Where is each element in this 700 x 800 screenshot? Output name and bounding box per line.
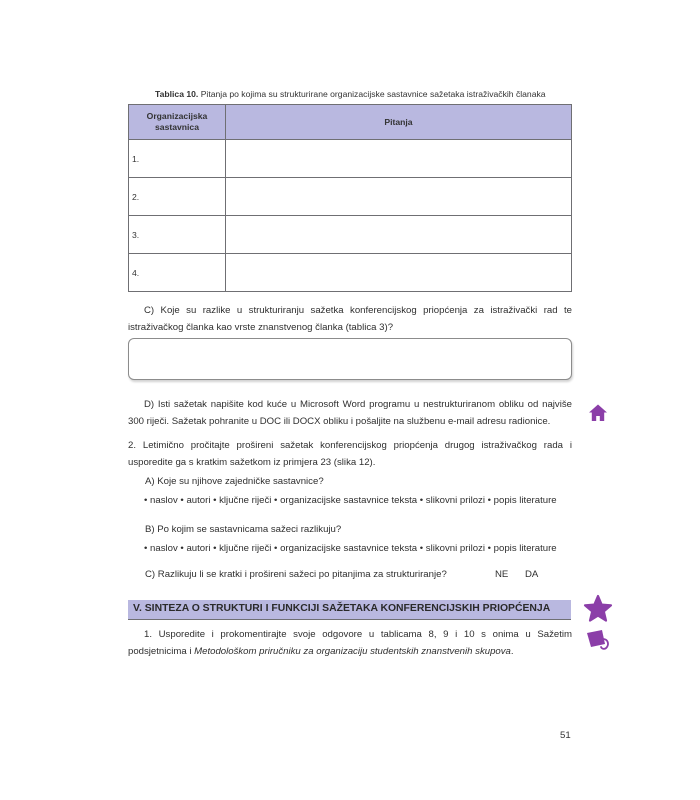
row-number: 3. [129,216,226,254]
table-caption [155,89,575,99]
options-list-b: • naslov • autori • ključne riječi • organizacijske sastavnice teksta • slikovni prilozi • popis literature [144,543,557,554]
question-2b: B) Po kojim se sastavnicama sažeci razlikuju? [145,524,342,535]
answer-cell[interactable] [226,140,572,178]
options-list-a: • naslov • autori • ključne riječi • organizacijske sastavnice teksta • slikovni prilozi • popis literature [144,495,557,506]
home-icon [588,403,608,423]
table-header-row [129,105,572,140]
page-number: 51 [560,730,571,741]
table-caption-text: Pitanja po kojima su strukturirane organizacijske sastavnice sažetaka istraživačkih članaka [198,89,546,99]
answer-no[interactable]: NE [495,569,509,580]
table-row [129,216,572,254]
questions-table [128,104,572,292]
question-2c: C) Razlikuju li se kratki i prošireni sažeci po pitanjima za strukturiranje? [145,569,447,580]
question-d-word-summary: D) Isti sažetak napišite kod kuće u Microsoft Word programu u nestrukturiranom obliku od najviše 300 riječi. Sažetak pohranite u DOC ili DOCX obliku i pošaljite na službenu e-mail adresu radionice. [128,399,572,427]
header-organizational-component: Organizacijska sastavnica [129,105,226,140]
synthesis-text-end: . [510,646,514,657]
task-2-compare: 2. Letimično pročitajte prošireni sažetak konferencijskog priopćenja drugog istraživačkog rada i usporedite ga s kratkim sažetkom iz primjera 23 (slika 12). [128,440,572,468]
synthesis-text: 1. Usporedite i prokomentirajte svoje odgovore u tablicama 8, 9 i 10 s onima u Sažetim podsjetnicima i [128,629,572,657]
table-row [129,178,572,216]
bag-icon [583,627,611,653]
answer-cell[interactable] [226,216,572,254]
section-header-bar [128,600,571,620]
question-c-differences: C) Koje su razlike u strukturiranju sažetka konferencijskog priopćenja za istraživački rad te istraživačkog članka kao vrste znanstvenog članka (tablica 3)? [128,305,572,333]
table-caption-label: Tablica 10. [155,89,199,99]
header-questions: Pitanja [226,105,572,140]
table-row [129,140,572,178]
answer-cell[interactable] [226,178,572,216]
section-title: V. SINTEZA O STRUKTURI I FUNKCIJI SAŽETAKA KONFERENCIJSKIH PRIOPĆENJA [133,603,551,614]
star-icon [583,594,613,624]
manual-title: Metodološkom priručniku za organizaciju studentskih znanstvenih skupova [194,646,511,657]
answer-box[interactable] [128,338,572,380]
row-number: 4. [129,254,226,292]
synthesis-paragraph [128,626,572,660]
row-number: 1. [129,140,226,178]
answer-cell[interactable] [226,254,572,292]
table-row [129,254,572,292]
row-number: 2. [129,178,226,216]
answer-yes[interactable]: DA [525,569,539,580]
question-2a: A) Koje su njihove zajedničke sastavnice? [145,476,324,487]
